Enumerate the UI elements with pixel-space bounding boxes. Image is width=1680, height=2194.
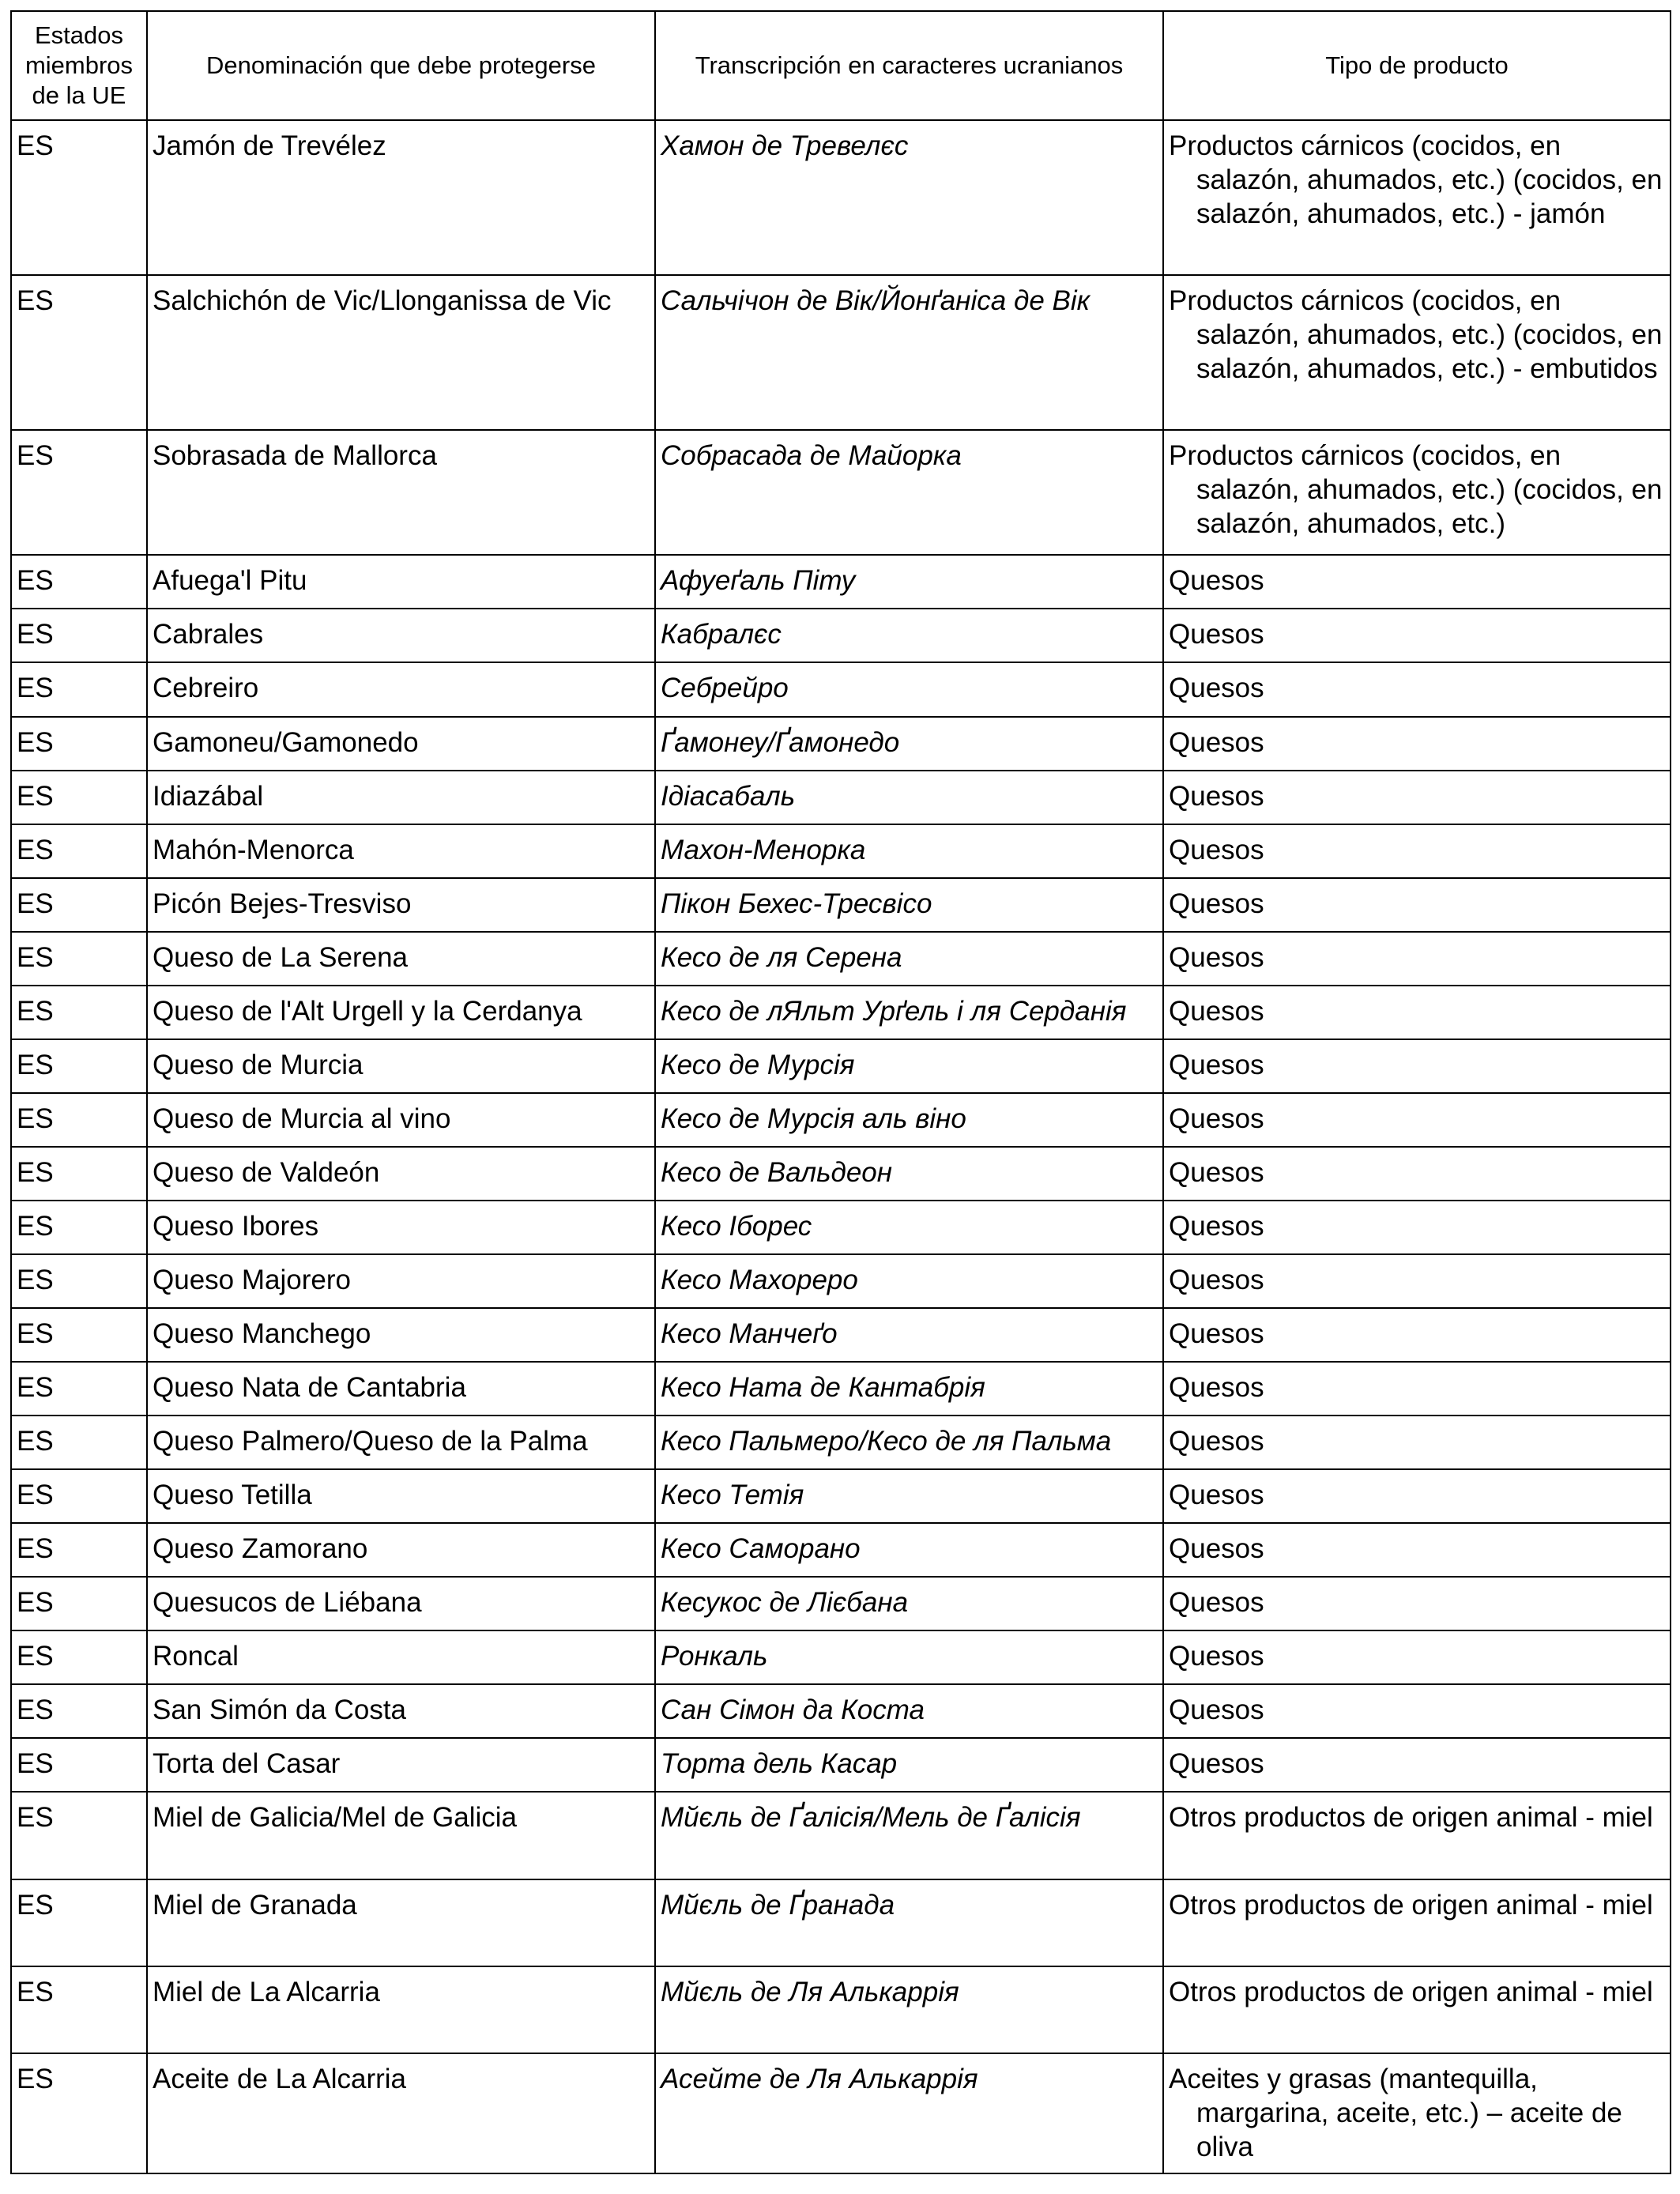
cell-protected-name: Queso Tetilla bbox=[147, 1469, 655, 1523]
product-type-text: Quesos bbox=[1169, 619, 1264, 650]
cell-member-state: ES bbox=[11, 717, 147, 771]
cell-ukrainian-transcription: Кабралєс bbox=[655, 609, 1163, 662]
product-type-text: Quesos bbox=[1169, 1103, 1264, 1134]
cell-protected-name: Torta del Casar bbox=[147, 1738, 655, 1792]
cell-member-state: ES bbox=[11, 1577, 147, 1630]
cell-protected-name: Mahón-Menorca bbox=[147, 824, 655, 878]
product-type-text: Quesos bbox=[1169, 565, 1264, 597]
cell-product-type bbox=[1163, 1039, 1671, 1093]
cell-ukrainian-transcription: Себрейро bbox=[655, 662, 1163, 716]
product-type-text: Quesos bbox=[1169, 726, 1264, 758]
cell-member-state: ES bbox=[11, 430, 147, 555]
cell-ukrainian-transcription: Хамон де Тревелєс bbox=[655, 120, 1163, 275]
product-type-text: Quesos bbox=[1169, 1480, 1264, 1511]
cell-ukrainian-transcription: Кесо Тетія bbox=[655, 1469, 1163, 1523]
product-type-text: Otros productos de origen animal - miel bbox=[1169, 1889, 1653, 1921]
cell-member-state: ES bbox=[11, 1362, 147, 1416]
product-type-text: Quesos bbox=[1169, 995, 1264, 1027]
table-row bbox=[11, 878, 1671, 932]
product-type-text: Quesos bbox=[1169, 1049, 1264, 1080]
cell-ukrainian-transcription: Торта дель Касар bbox=[655, 1738, 1163, 1792]
cell-product-type bbox=[1163, 1577, 1671, 1630]
product-type-text: Quesos bbox=[1169, 1748, 1264, 1780]
cell-protected-name: Afuega'l Pitu bbox=[147, 555, 655, 609]
cell-product-type bbox=[1163, 2053, 1671, 2173]
cell-ukrainian-transcription: Кесо де Вальдеон bbox=[655, 1147, 1163, 1201]
product-type-text: Quesos bbox=[1169, 1426, 1264, 1457]
cell-ukrainian-transcription: Кесо Махореро bbox=[655, 1254, 1163, 1308]
table-row bbox=[11, 1879, 1671, 1966]
cell-protected-name: Sobrasada de Mallorca bbox=[147, 430, 655, 555]
table-row bbox=[11, 275, 1671, 430]
table-row bbox=[11, 932, 1671, 986]
cell-member-state: ES bbox=[11, 662, 147, 716]
geographical-indications-table bbox=[10, 10, 1671, 2174]
product-type-text: Productos cárnicos (cocidos, en salazón, ahumados, etc.) (cocidos, en salazón, ahumados, etc.) bbox=[1169, 440, 1663, 540]
cell-member-state: ES bbox=[11, 1523, 147, 1577]
cell-ukrainian-transcription: Асейте де Ля Алькаррія bbox=[655, 2053, 1163, 2173]
cell-ukrainian-transcription: Кесо Манчеґо bbox=[655, 1308, 1163, 1362]
table-row bbox=[11, 1039, 1671, 1093]
table-row bbox=[11, 717, 1671, 771]
cell-protected-name: Queso de Murcia al vino bbox=[147, 1093, 655, 1147]
cell-member-state: ES bbox=[11, 878, 147, 932]
cell-ukrainian-transcription: Сальчічон де Вік/Йонґаніса де Вік bbox=[655, 275, 1163, 430]
table-row bbox=[11, 1254, 1671, 1308]
table-row bbox=[11, 1523, 1671, 1577]
header-protected-name: Denominación que debe protegerse bbox=[147, 11, 655, 120]
cell-protected-name: Cebreiro bbox=[147, 662, 655, 716]
cell-protected-name: San Simón da Costa bbox=[147, 1684, 655, 1738]
cell-ukrainian-transcription: Кесо де ля Серена bbox=[655, 932, 1163, 986]
cell-product-type bbox=[1163, 771, 1671, 824]
product-type-text: Quesos bbox=[1169, 1318, 1264, 1350]
table-row bbox=[11, 1308, 1671, 1362]
cell-product-type bbox=[1163, 1630, 1671, 1684]
table-row bbox=[11, 1201, 1671, 1254]
product-type-text: Quesos bbox=[1169, 941, 1264, 973]
table-row bbox=[11, 120, 1671, 275]
table-row bbox=[11, 1469, 1671, 1523]
cell-member-state: ES bbox=[11, 1966, 147, 2053]
cell-ukrainian-transcription: Кесо де Мурсія аль віно bbox=[655, 1093, 1163, 1147]
product-type-text: Quesos bbox=[1169, 1695, 1264, 1726]
product-type-text: Quesos bbox=[1169, 1641, 1264, 1672]
cell-ukrainian-transcription: Мйєль де Ґалісія/Мель де Ґалісія bbox=[655, 1792, 1163, 1879]
cell-product-type bbox=[1163, 1254, 1671, 1308]
product-type-text: Quesos bbox=[1169, 834, 1264, 865]
table-row bbox=[11, 1792, 1671, 1879]
cell-ukrainian-transcription: Кесо де лЯльт Урґель і ля Серданія bbox=[655, 986, 1163, 1039]
product-type-text: Quesos bbox=[1169, 780, 1264, 812]
product-type-text: Quesos bbox=[1169, 1156, 1264, 1188]
cell-ukrainian-transcription: Сан Сімон да Коста bbox=[655, 1684, 1163, 1738]
cell-protected-name: Queso Nata de Cantabria bbox=[147, 1362, 655, 1416]
cell-protected-name: Miel de La Alcarria bbox=[147, 1966, 655, 2053]
table-row bbox=[11, 824, 1671, 878]
cell-member-state: ES bbox=[11, 555, 147, 609]
table-row bbox=[11, 1577, 1671, 1630]
cell-product-type bbox=[1163, 1684, 1671, 1738]
table-row bbox=[11, 771, 1671, 824]
cell-protected-name: Gamoneu/Gamonedo bbox=[147, 717, 655, 771]
cell-protected-name: Queso Ibores bbox=[147, 1201, 655, 1254]
product-type-text: Quesos bbox=[1169, 1265, 1264, 1295]
cell-product-type bbox=[1163, 1093, 1671, 1147]
cell-protected-name: Queso de La Serena bbox=[147, 932, 655, 986]
product-type-text: Productos cárnicos (cocidos, en salazón, ahumados, etc.) (cocidos, en salazón, ahumados, etc.) - embutidos bbox=[1169, 285, 1663, 385]
cell-member-state: ES bbox=[11, 1147, 147, 1201]
cell-ukrainian-transcription: Махон-Менорка bbox=[655, 824, 1163, 878]
cell-member-state: ES bbox=[11, 2053, 147, 2173]
cell-ukrainian-transcription: Собрасада де Майорка bbox=[655, 430, 1163, 555]
table-row bbox=[11, 1362, 1671, 1416]
cell-ukrainian-transcription: Пікон Бехес-Тресвісо bbox=[655, 878, 1163, 932]
header-ukrainian-transcription: Transcripción en caracteres ucranianos bbox=[655, 11, 1163, 120]
table-row bbox=[11, 2053, 1671, 2173]
cell-product-type bbox=[1163, 1201, 1671, 1254]
cell-product-type bbox=[1163, 878, 1671, 932]
cell-protected-name: Salchichón de Vic/Llonganissa de Vic bbox=[147, 275, 655, 430]
table-body bbox=[11, 120, 1671, 2173]
cell-ukrainian-transcription: Ронкаль bbox=[655, 1630, 1163, 1684]
cell-product-type bbox=[1163, 986, 1671, 1039]
table-row bbox=[11, 986, 1671, 1039]
cell-member-state: ES bbox=[11, 1201, 147, 1254]
cell-product-type bbox=[1163, 609, 1671, 662]
cell-ukrainian-transcription: Кесукос де Лієбана bbox=[655, 1577, 1163, 1630]
cell-protected-name: Jamón de Trevélez bbox=[147, 120, 655, 275]
cell-protected-name: Queso Manchego bbox=[147, 1308, 655, 1362]
cell-product-type bbox=[1163, 824, 1671, 878]
cell-ukrainian-transcription: Ґамонеу/Ґамонедо bbox=[655, 717, 1163, 771]
product-type-text: Quesos bbox=[1169, 1210, 1264, 1242]
cell-protected-name: Queso de l'Alt Urgell y la Cerdanya bbox=[147, 986, 655, 1039]
cell-ukrainian-transcription: Афуеґаль Піту bbox=[655, 555, 1163, 609]
cell-ukrainian-transcription: Кесо Іборес bbox=[655, 1201, 1163, 1254]
cell-product-type bbox=[1163, 555, 1671, 609]
cell-product-type bbox=[1163, 662, 1671, 716]
product-type-text: Quesos bbox=[1169, 888, 1264, 919]
cell-product-type bbox=[1163, 932, 1671, 986]
cell-ukrainian-transcription: Кесо Саморано bbox=[655, 1523, 1163, 1577]
cell-protected-name: Miel de Granada bbox=[147, 1879, 655, 1966]
cell-ukrainian-transcription: Мйєль де Ля Алькаррія bbox=[655, 1966, 1163, 2053]
cell-member-state: ES bbox=[11, 1630, 147, 1684]
table-row bbox=[11, 1147, 1671, 1201]
cell-product-type bbox=[1163, 1523, 1671, 1577]
table-header-row bbox=[11, 11, 1671, 120]
product-type-text: Quesos bbox=[1169, 1372, 1264, 1404]
cell-member-state: ES bbox=[11, 1308, 147, 1362]
cell-member-state: ES bbox=[11, 1684, 147, 1738]
table-row bbox=[11, 609, 1671, 662]
cell-product-type bbox=[1163, 1147, 1671, 1201]
cell-member-state: ES bbox=[11, 609, 147, 662]
table-row bbox=[11, 1416, 1671, 1469]
table-row bbox=[11, 1630, 1671, 1684]
cell-product-type bbox=[1163, 1966, 1671, 2053]
product-type-text: Quesos bbox=[1169, 1533, 1264, 1565]
cell-member-state: ES bbox=[11, 120, 147, 275]
cell-product-type bbox=[1163, 275, 1671, 430]
cell-protected-name: Queso Majorero bbox=[147, 1254, 655, 1308]
cell-protected-name: Quesucos de Liébana bbox=[147, 1577, 655, 1630]
cell-ukrainian-transcription: Кесо Ната де Кантабрія bbox=[655, 1362, 1163, 1416]
cell-protected-name: Queso Palmero/Queso de la Palma bbox=[147, 1416, 655, 1469]
product-type-text: Quesos bbox=[1169, 1587, 1264, 1619]
cell-protected-name: Queso de Valdeón bbox=[147, 1147, 655, 1201]
table-row bbox=[11, 1684, 1671, 1738]
cell-member-state: ES bbox=[11, 1879, 147, 1966]
cell-product-type bbox=[1163, 1308, 1671, 1362]
cell-protected-name: Queso de Murcia bbox=[147, 1039, 655, 1093]
cell-product-type bbox=[1163, 430, 1671, 555]
cell-ukrainian-transcription: Кесо Пальмеро/Кесо де ля Пальма bbox=[655, 1416, 1163, 1469]
cell-member-state: ES bbox=[11, 1738, 147, 1792]
header-product-type: Tipo de producto bbox=[1163, 11, 1671, 120]
cell-product-type bbox=[1163, 1792, 1671, 1879]
product-type-text: Otros productos de origen animal - miel bbox=[1169, 1976, 1653, 2007]
product-type-text: Productos cárnicos (cocidos, en salazón, ahumados, etc.) (cocidos, en salazón, ahumados, etc.) - jamón bbox=[1169, 130, 1663, 229]
product-type-text: Quesos bbox=[1169, 673, 1264, 704]
cell-protected-name: Roncal bbox=[147, 1630, 655, 1684]
table-row bbox=[11, 430, 1671, 555]
table-row bbox=[11, 1738, 1671, 1792]
cell-member-state: ES bbox=[11, 771, 147, 824]
cell-protected-name: Picón Bejes-Tresviso bbox=[147, 878, 655, 932]
cell-member-state: ES bbox=[11, 1469, 147, 1523]
table-row bbox=[11, 1966, 1671, 2053]
cell-member-state: ES bbox=[11, 824, 147, 878]
table-row bbox=[11, 1093, 1671, 1147]
cell-product-type bbox=[1163, 1879, 1671, 1966]
cell-ukrainian-transcription: Кесо де Мурсія bbox=[655, 1039, 1163, 1093]
cell-member-state: ES bbox=[11, 1039, 147, 1093]
cell-product-type bbox=[1163, 1362, 1671, 1416]
product-type-text: Otros productos de origen animal - miel bbox=[1169, 1802, 1653, 1834]
product-type-text: Aceites y grasas (mantequilla, margarina, aceite, etc.) – aceite de oliva bbox=[1169, 2063, 1622, 2162]
cell-protected-name: Queso Zamorano bbox=[147, 1523, 655, 1577]
header-member-state: Estados miembros de la UE bbox=[11, 11, 147, 120]
cell-product-type bbox=[1163, 1416, 1671, 1469]
cell-member-state: ES bbox=[11, 1416, 147, 1469]
cell-product-type bbox=[1163, 1738, 1671, 1792]
cell-protected-name: Aceite de La Alcarria bbox=[147, 2053, 655, 2173]
cell-product-type bbox=[1163, 717, 1671, 771]
cell-protected-name: Idiazábal bbox=[147, 771, 655, 824]
table-row bbox=[11, 662, 1671, 716]
cell-member-state: ES bbox=[11, 932, 147, 986]
cell-product-type bbox=[1163, 1469, 1671, 1523]
cell-ukrainian-transcription: Мйєль де Ґранада bbox=[655, 1879, 1163, 1966]
cell-protected-name: Miel de Galicia/Mel de Galicia bbox=[147, 1792, 655, 1879]
cell-ukrainian-transcription: Ідіасабаль bbox=[655, 771, 1163, 824]
cell-member-state: ES bbox=[11, 1093, 147, 1147]
cell-protected-name: Cabrales bbox=[147, 609, 655, 662]
table-row bbox=[11, 555, 1671, 609]
cell-product-type bbox=[1163, 120, 1671, 275]
cell-member-state: ES bbox=[11, 986, 147, 1039]
cell-member-state: ES bbox=[11, 1254, 147, 1308]
cell-member-state: ES bbox=[11, 275, 147, 430]
cell-member-state: ES bbox=[11, 1792, 147, 1879]
